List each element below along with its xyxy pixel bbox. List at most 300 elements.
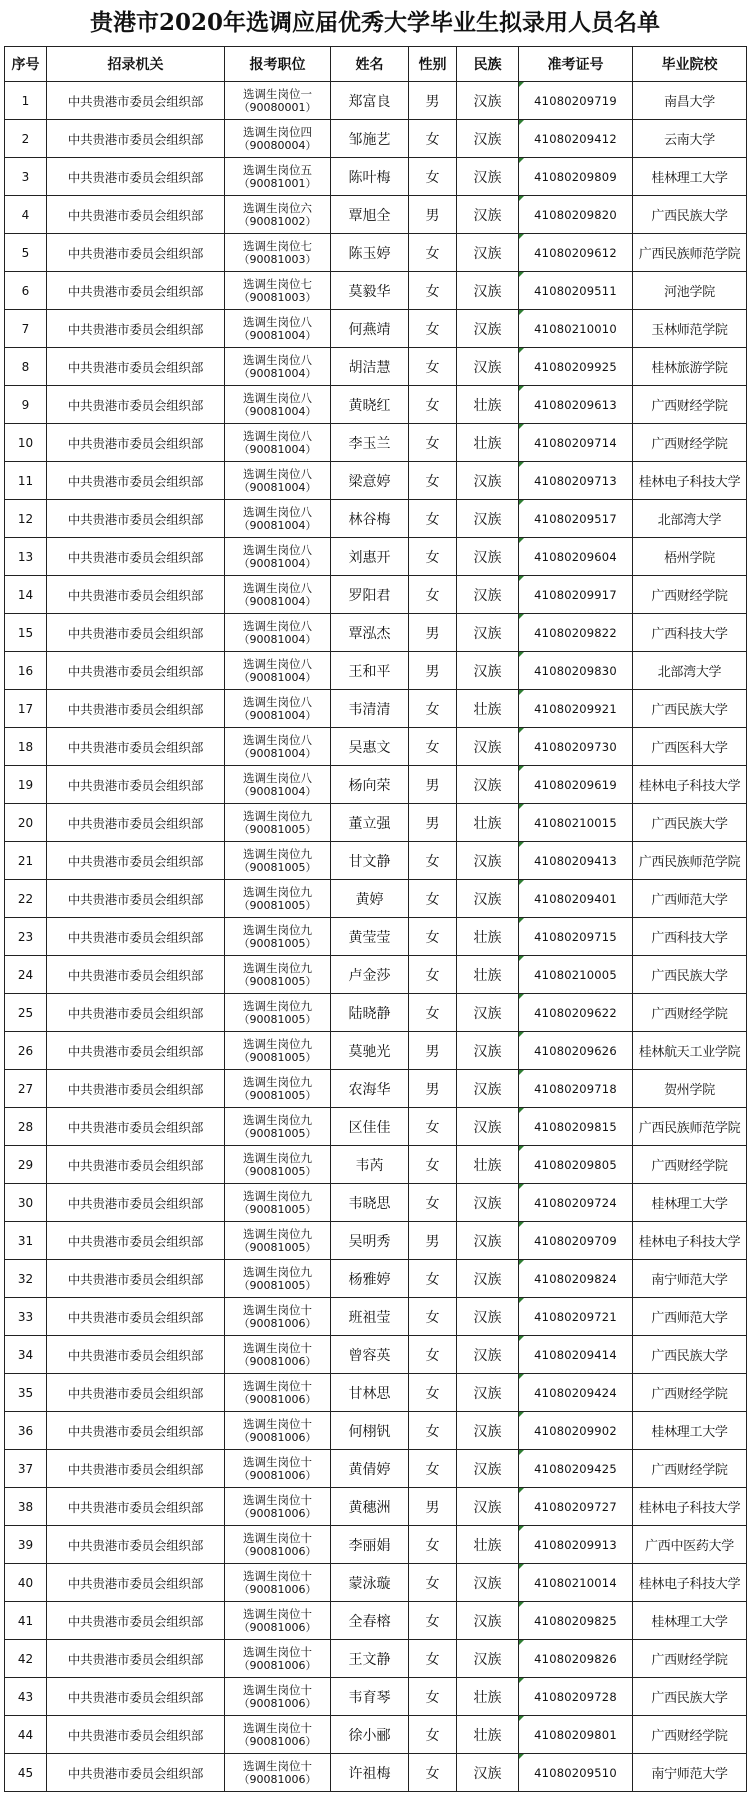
cell-name: 董立强 [331,804,409,842]
position-title: 选调生岗位十 [243,1682,312,1697]
cell-index: 6 [5,272,47,310]
position-title: 选调生岗位八 [243,656,312,671]
cell-sex: 女 [409,1526,457,1564]
position-title: 选调生岗位八 [243,314,312,329]
cell-school: 广西民族大学 [633,690,747,728]
position-title: 选调生岗位九 [243,808,312,823]
cell-sex: 女 [409,1336,457,1374]
cell-exam-no: 41080209401 [519,880,633,918]
cell-name: 班祖莹 [331,1298,409,1336]
cell-exam-no: 41080209917 [519,576,633,614]
cell-unit: 中共贵港市委员会组织部 [47,424,225,462]
cell-sex: 男 [409,804,457,842]
cell-exam-no: 41080209801 [519,1716,633,1754]
cell-exam-no: 41080210005 [519,956,633,994]
position-code: （90081004） [238,480,317,494]
table-row [5,804,747,842]
cell-exam-no: 41080209413 [519,842,633,880]
cell-school: 桂林电子科技大学 [633,1222,747,1260]
position-code: （90081006） [238,1734,317,1748]
cell-position [225,1222,331,1260]
cell-school: 贺州学院 [633,1070,747,1108]
cell-position [225,1488,331,1526]
cell-ethnicity: 汉族 [457,614,519,652]
position-title: 选调生岗位八 [243,390,312,405]
table-row [5,348,747,386]
cell-sex: 男 [409,196,457,234]
cell-position [225,1184,331,1222]
cell-ethnicity: 汉族 [457,1602,519,1640]
cell-unit: 中共贵港市委员会组织部 [47,880,225,918]
cell-name: 甘文静 [331,842,409,880]
cell-unit: 中共贵港市委员会组织部 [47,1222,225,1260]
cell-sex: 男 [409,82,457,120]
cell-position [225,120,331,158]
position-code: （90081005） [238,860,317,874]
cell-ethnicity: 汉族 [457,1336,519,1374]
cell-position [225,1070,331,1108]
cell-unit: 中共贵港市委员会组织部 [47,576,225,614]
cell-unit: 中共贵港市委员会组织部 [47,1184,225,1222]
cell-exam-no: 41080209709 [519,1222,633,1260]
cell-school: 桂林理工大学 [633,1184,747,1222]
cell-exam-no: 41080210010 [519,310,633,348]
position-title: 选调生岗位九 [243,846,312,861]
cell-name: 甘林思 [331,1374,409,1412]
cell-unit: 中共贵港市委员会组织部 [47,1716,225,1754]
position-title: 选调生岗位九 [243,1226,312,1241]
cell-name: 黄婷 [331,880,409,918]
table-row [5,1412,747,1450]
position-title: 选调生岗位十 [243,1302,312,1317]
cell-ethnicity: 汉族 [457,1108,519,1146]
cell-index: 26 [5,1032,47,1070]
cell-exam-no: 41080209805 [519,1146,633,1184]
cell-sex: 女 [409,1640,457,1678]
cell-school: 广西财经学院 [633,424,747,462]
position-code: （90081006） [238,1582,317,1596]
cell-index: 16 [5,652,47,690]
position-title: 选调生岗位七 [243,276,312,291]
cell-school: 广西民族大学 [633,956,747,994]
cell-unit: 中共贵港市委员会组织部 [47,1070,225,1108]
cell-sex: 女 [409,386,457,424]
header-sex: 性别 [409,47,457,82]
header-exam-no: 准考证号 [519,47,633,82]
cell-sex: 女 [409,1450,457,1488]
header-school: 毕业院校 [633,47,747,82]
cell-sex: 女 [409,538,457,576]
cell-sex: 女 [409,424,457,462]
cell-ethnicity: 汉族 [457,500,519,538]
cell-unit: 中共贵港市委员会组织部 [47,500,225,538]
cell-index: 24 [5,956,47,994]
cell-position [225,386,331,424]
cell-sex: 女 [409,1146,457,1184]
table-row [5,1184,747,1222]
cell-index: 35 [5,1374,47,1412]
position-title: 选调生岗位十 [243,1340,312,1355]
cell-school: 桂林旅游学院 [633,348,747,386]
cell-exam-no: 41080209913 [519,1526,633,1564]
cell-ethnicity: 汉族 [457,1260,519,1298]
cell-unit: 中共贵港市委员会组织部 [47,158,225,196]
position-title: 选调生岗位十 [243,1606,312,1621]
cell-sex: 女 [409,234,457,272]
position-code: （90081005） [238,822,317,836]
cell-name: 罗阳君 [331,576,409,614]
table-row [5,1146,747,1184]
cell-sex: 女 [409,500,457,538]
position-code: （90081005） [238,1164,317,1178]
cell-school: 桂林电子科技大学 [633,766,747,804]
cell-sex: 女 [409,1754,457,1792]
table-row [5,1488,747,1526]
cell-name: 梁意婷 [331,462,409,500]
cell-ethnicity: 壮族 [457,918,519,956]
cell-exam-no: 41080209511 [519,272,633,310]
position-title: 选调生岗位十 [243,1378,312,1393]
position-title: 选调生岗位八 [243,770,312,785]
table-row [5,272,747,310]
cell-name: 覃旭全 [331,196,409,234]
cell-index: 4 [5,196,47,234]
cell-index: 25 [5,994,47,1032]
cell-ethnicity: 壮族 [457,1716,519,1754]
cell-name: 区佳佳 [331,1108,409,1146]
cell-index: 36 [5,1412,47,1450]
table-row [5,1678,747,1716]
cell-exam-no: 41080210015 [519,804,633,842]
cell-name: 卢金莎 [331,956,409,994]
cell-name: 何栩钒 [331,1412,409,1450]
position-code: （90081004） [238,442,317,456]
cell-ethnicity: 汉族 [457,842,519,880]
cell-index: 31 [5,1222,47,1260]
cell-sex: 女 [409,1602,457,1640]
cell-exam-no: 41080209825 [519,1602,633,1640]
cell-unit: 中共贵港市委员会组织部 [47,1108,225,1146]
cell-exam-no: 41080209604 [519,538,633,576]
position-code: （90081005） [238,1202,317,1216]
cell-position [225,842,331,880]
cell-position [225,1260,331,1298]
cell-unit: 中共贵港市委员会组织部 [47,82,225,120]
cell-index: 12 [5,500,47,538]
cell-school: 桂林电子科技大学 [633,1488,747,1526]
position-title: 选调生岗位九 [243,1112,312,1127]
cell-school: 广西财经学院 [633,1640,747,1678]
cell-index: 40 [5,1564,47,1602]
cell-exam-no: 41080209921 [519,690,633,728]
cell-unit: 中共贵港市委员会组织部 [47,1146,225,1184]
table-row [5,120,747,158]
cell-ethnicity: 汉族 [457,728,519,766]
cell-unit: 中共贵港市委员会组织部 [47,1564,225,1602]
cell-index: 22 [5,880,47,918]
table-row [5,1032,747,1070]
cell-unit: 中共贵港市委员会组织部 [47,538,225,576]
position-code: （90081003） [238,252,317,266]
cell-position [225,234,331,272]
cell-name: 王和平 [331,652,409,690]
cell-position [225,1374,331,1412]
table-row [5,1526,747,1564]
cell-school: 广西民族师范学院 [633,234,747,272]
cell-unit: 中共贵港市委员会组织部 [47,1336,225,1374]
cell-ethnicity: 壮族 [457,1526,519,1564]
cell-index: 41 [5,1602,47,1640]
cell-index: 37 [5,1450,47,1488]
cell-ethnicity: 壮族 [457,424,519,462]
cell-position [225,1754,331,1792]
cell-school: 广西科技大学 [633,614,747,652]
cell-position [225,576,331,614]
position-code: （90081006） [238,1658,317,1672]
position-code: （90081004） [238,670,317,684]
position-code: （90081006） [238,1354,317,1368]
cell-unit: 中共贵港市委员会组织部 [47,1450,225,1488]
position-title: 选调生岗位十 [243,1530,312,1545]
position-code: （90081004） [238,746,317,760]
cell-index: 27 [5,1070,47,1108]
cell-unit: 中共贵港市委员会组织部 [47,918,225,956]
cell-position [225,82,331,120]
cell-ethnicity: 壮族 [457,1678,519,1716]
position-code: （90081006） [238,1430,317,1444]
position-code: （90081006） [238,1544,317,1558]
cell-exam-no: 41080209613 [519,386,633,424]
cell-sex: 女 [409,120,457,158]
cell-index: 13 [5,538,47,576]
table-row [5,1374,747,1412]
cell-index: 44 [5,1716,47,1754]
cell-ethnicity: 汉族 [457,348,519,386]
position-code: （90081006） [238,1620,317,1634]
cell-ethnicity: 汉族 [457,196,519,234]
cell-position [225,652,331,690]
cell-exam-no: 41080209728 [519,1678,633,1716]
cell-exam-no: 41080209724 [519,1184,633,1222]
cell-exam-no: 41080209730 [519,728,633,766]
position-code: （90081006） [238,1772,317,1786]
cell-sex: 男 [409,652,457,690]
table-header-row [5,47,747,82]
position-title: 选调生岗位九 [243,922,312,937]
position-code: （90081003） [238,290,317,304]
position-title: 选调生岗位八 [243,542,312,557]
cell-ethnicity: 汉族 [457,1412,519,1450]
position-title: 选调生岗位七 [243,238,312,253]
cell-sex: 男 [409,1032,457,1070]
cell-unit: 中共贵港市委员会组织部 [47,766,225,804]
position-title: 选调生岗位八 [243,466,312,481]
cell-index: 9 [5,386,47,424]
table-row [5,538,747,576]
cell-index: 3 [5,158,47,196]
cell-sex: 女 [409,272,457,310]
position-code: （90081005） [238,1278,317,1292]
position-code: （90081005） [238,936,317,950]
cell-ethnicity: 汉族 [457,538,519,576]
cell-school: 玉林师范学院 [633,310,747,348]
cell-unit: 中共贵港市委员会组织部 [47,804,225,842]
cell-school: 桂林理工大学 [633,1602,747,1640]
cell-school: 广西财经学院 [633,1146,747,1184]
cell-sex: 女 [409,158,457,196]
position-code: （90081005） [238,974,317,988]
cell-position [225,538,331,576]
table-row [5,652,747,690]
cell-sex: 男 [409,614,457,652]
cell-exam-no: 41080209830 [519,652,633,690]
cell-index: 11 [5,462,47,500]
cell-ethnicity: 汉族 [457,1640,519,1678]
table-row [5,196,747,234]
table-row [5,1754,747,1792]
position-title: 选调生岗位八 [243,732,312,747]
table-row [5,690,747,728]
position-title: 选调生岗位九 [243,1074,312,1089]
cell-name: 杨雅婷 [331,1260,409,1298]
cell-index: 43 [5,1678,47,1716]
position-title: 选调生岗位五 [243,162,312,177]
cell-index: 17 [5,690,47,728]
cell-school: 北部湾大学 [633,652,747,690]
cell-school: 广西财经学院 [633,1450,747,1488]
position-title: 选调生岗位十 [243,1644,312,1659]
cell-position [225,272,331,310]
cell-name: 王文静 [331,1640,409,1678]
cell-exam-no: 41080209718 [519,1070,633,1108]
table-row [5,880,747,918]
cell-position [225,690,331,728]
cell-exam-no: 41080209425 [519,1450,633,1488]
cell-school: 南宁师范大学 [633,1754,747,1792]
cell-name: 黄晓红 [331,386,409,424]
cell-sex: 女 [409,1716,457,1754]
position-code: （90081004） [238,518,317,532]
cell-name: 蒙泳璇 [331,1564,409,1602]
cell-sex: 女 [409,1564,457,1602]
cell-unit: 中共贵港市委员会组织部 [47,1412,225,1450]
cell-school: 广西民族大学 [633,196,747,234]
cell-index: 42 [5,1640,47,1678]
cell-ethnicity: 汉族 [457,880,519,918]
cell-name: 陈叶梅 [331,158,409,196]
cell-index: 10 [5,424,47,462]
cell-unit: 中共贵港市委员会组织部 [47,1260,225,1298]
header-ethnicity: 民族 [457,47,519,82]
cell-sex: 女 [409,1260,457,1298]
cell-position [225,918,331,956]
cell-ethnicity: 汉族 [457,158,519,196]
cell-sex: 女 [409,842,457,880]
cell-position [225,424,331,462]
cell-sex: 男 [409,1222,457,1260]
cell-school: 广西民族大学 [633,1336,747,1374]
cell-index: 32 [5,1260,47,1298]
cell-name: 刘惠开 [331,538,409,576]
cell-sex: 男 [409,1070,457,1108]
position-title: 选调生岗位八 [243,580,312,595]
cell-name: 胡洁慧 [331,348,409,386]
cell-position [225,1526,331,1564]
cell-sex: 女 [409,1184,457,1222]
cell-position [225,1602,331,1640]
table-row [5,234,747,272]
cell-name: 韦育琴 [331,1678,409,1716]
cell-name: 莫毅华 [331,272,409,310]
cell-unit: 中共贵港市委员会组织部 [47,1602,225,1640]
cell-ethnicity: 壮族 [457,956,519,994]
cell-exam-no: 41080209727 [519,1488,633,1526]
position-code: （90081001） [238,176,317,190]
cell-index: 14 [5,576,47,614]
position-code: （90081005） [238,1050,317,1064]
cell-ethnicity: 壮族 [457,690,519,728]
cell-school: 北部湾大学 [633,500,747,538]
cell-school: 广西师范大学 [633,1298,747,1336]
cell-index: 28 [5,1108,47,1146]
cell-index: 30 [5,1184,47,1222]
cell-position [225,994,331,1032]
cell-exam-no: 41080209510 [519,1754,633,1792]
header-name: 姓名 [331,47,409,82]
position-title: 选调生岗位八 [243,352,312,367]
cell-exam-no: 41080209925 [519,348,633,386]
cell-index: 34 [5,1336,47,1374]
cell-name: 李玉兰 [331,424,409,462]
cell-sex: 女 [409,462,457,500]
position-code: （90081004） [238,366,317,380]
cell-unit: 中共贵港市委员会组织部 [47,120,225,158]
cell-ethnicity: 汉族 [457,994,519,1032]
position-code: （90081004） [238,594,317,608]
table-row [5,728,747,766]
cell-school: 桂林理工大学 [633,158,747,196]
header-position: 报考职位 [225,47,331,82]
cell-exam-no: 41080209719 [519,82,633,120]
position-title: 选调生岗位九 [243,960,312,975]
position-title: 选调生岗位九 [243,884,312,899]
table-row [5,1336,747,1374]
header-index: 序号 [5,47,47,82]
cell-ethnicity: 汉族 [457,1754,519,1792]
cell-index: 7 [5,310,47,348]
cell-index: 45 [5,1754,47,1792]
position-code: （90080001） [238,100,317,114]
cell-unit: 中共贵港市委员会组织部 [47,272,225,310]
cell-index: 23 [5,918,47,956]
cell-school: 广西财经学院 [633,1716,747,1754]
cell-ethnicity: 汉族 [457,1222,519,1260]
cell-name: 徐小郦 [331,1716,409,1754]
position-code: （90081006） [238,1696,317,1710]
cell-position [225,1032,331,1070]
cell-ethnicity: 汉族 [457,462,519,500]
cell-position [225,880,331,918]
cell-unit: 中共贵港市委员会组织部 [47,1374,225,1412]
cell-ethnicity: 壮族 [457,1146,519,1184]
cell-position [225,158,331,196]
cell-ethnicity: 汉族 [457,1488,519,1526]
position-code: （90081004） [238,328,317,342]
cell-position [225,1450,331,1488]
cell-index: 29 [5,1146,47,1184]
cell-sex: 女 [409,994,457,1032]
table-row [5,1222,747,1260]
